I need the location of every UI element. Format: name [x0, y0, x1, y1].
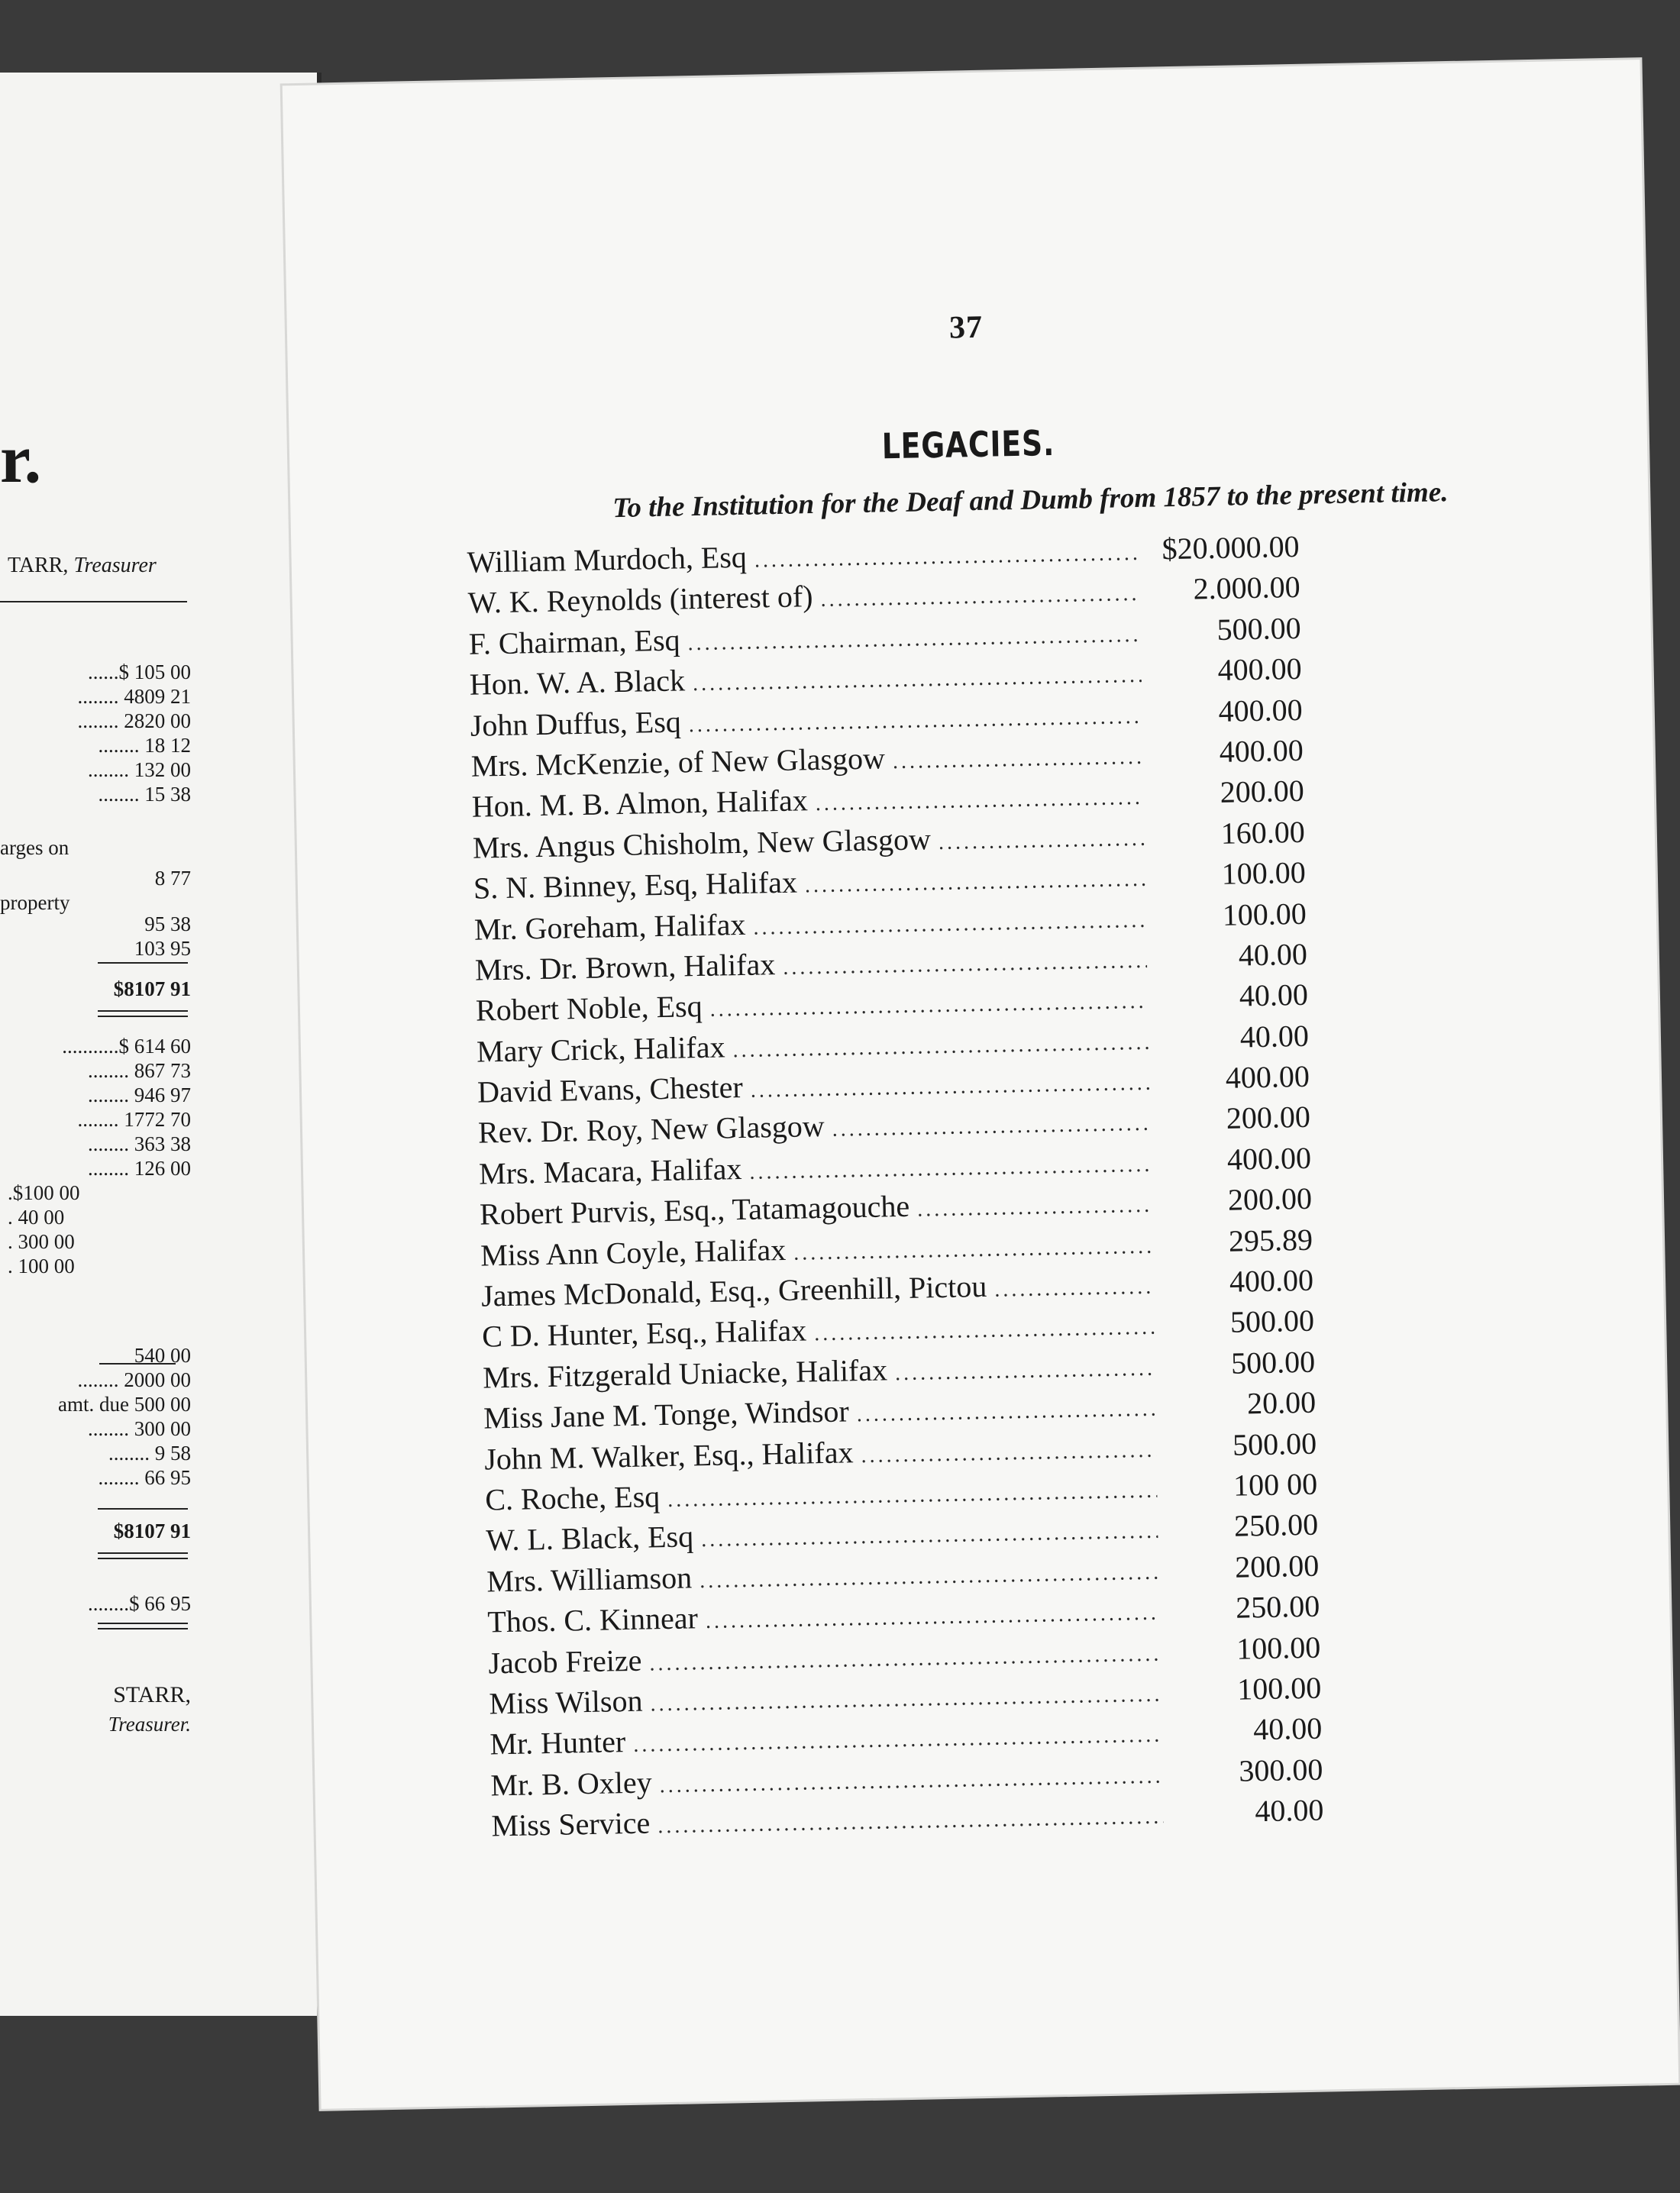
legacy-amount: 400.00	[1226, 1140, 1312, 1177]
legacy-name: W. K. Reynolds (interest of)	[467, 579, 813, 621]
leader-dots	[815, 777, 1144, 824]
ledger-line: ........ 2000 00	[77, 1368, 191, 1391]
ledger-line: ........ 18 12	[98, 734, 191, 757]
legacy-amount: 400.00	[1218, 692, 1304, 728]
ledger-line: ........ 867 73	[88, 1059, 191, 1082]
leader-dots	[753, 899, 1146, 948]
ledger-line: . 40 00	[8, 1206, 65, 1229]
left-page-last-receipt: 103 95	[134, 937, 191, 960]
leader-dots	[732, 1022, 1149, 1070]
legacy-amount: 200.00	[1234, 1548, 1320, 1584]
leader-dots	[820, 573, 1140, 620]
leader-dots	[917, 1185, 1152, 1230]
legacy-amount: 40.00	[1254, 1792, 1324, 1829]
left-page-charges-text: arges on	[0, 836, 69, 859]
ledger-line: ........ 946 97	[88, 1084, 191, 1106]
leader-dots	[832, 1103, 1150, 1150]
legacy-amount: 20.00	[1246, 1384, 1317, 1421]
legacy-amount: 500.00	[1232, 1426, 1317, 1462]
legacy-name: S. N. Binney, Esq, Halifax	[473, 864, 798, 906]
legacy-name: David Evans, Chester	[477, 1070, 744, 1109]
left-page-rule	[98, 1552, 188, 1554]
legacy-name: Mrs. Macara, Halifax	[478, 1151, 742, 1191]
left-page-sub-total: 540 00	[134, 1344, 191, 1367]
ledger-line: .$100 00	[8, 1181, 80, 1204]
legacy-amount: 400.00	[1225, 1058, 1310, 1095]
leader-dots	[657, 1797, 1164, 1847]
legacy-name: Mrs. Williamson	[486, 1560, 693, 1599]
legacy-name: Miss Jane M. Tonge, Windsor	[483, 1394, 850, 1436]
legacy-amount: 200.00	[1227, 1180, 1313, 1218]
legacy-name: W. L. Black, Esq	[485, 1519, 694, 1558]
leader-dots	[892, 737, 1143, 782]
left-page-rule	[98, 962, 188, 964]
legacy-amount: 40.00	[1239, 1018, 1310, 1055]
legacy-name: Mr. Hunter	[489, 1724, 626, 1762]
left-page-rule	[98, 1016, 188, 1017]
page-subtitle: To the Institution for the Deaf and Dumb from 1857 to the present time.	[612, 476, 1449, 525]
legacy-name: John Duffus, Esq	[470, 704, 682, 743]
left-page-charges-amount: 8 77	[154, 867, 191, 890]
leader-dots	[814, 1307, 1155, 1355]
ledger-line: ........ 2820 00	[77, 709, 191, 732]
legacy-amount: $20.000.00	[1161, 528, 1300, 567]
ledger-line: ........ 132 00	[88, 758, 191, 781]
legacy-amount: 500.00	[1216, 610, 1302, 647]
legacy-amount: 100.00	[1222, 896, 1307, 932]
page-number: 37	[948, 309, 984, 346]
left-page-rule	[0, 601, 187, 602]
ledger-line: . 300 00	[8, 1230, 75, 1253]
legacy-name: Mrs. McKenzie, of New Glasgow	[470, 741, 886, 783]
legacy-name: William Murdoch, Esq	[467, 539, 748, 580]
legacy-name: Rev. Dr. Roy, New Glasgow	[477, 1109, 825, 1151]
ledger-line: ........ 1772 70	[77, 1108, 191, 1131]
legacy-name: Mr. Goreham, Halifax	[473, 906, 746, 947]
previous-page-fragment	[0, 73, 321, 2016]
legacy-name: C. Roche, Esq	[484, 1479, 661, 1517]
ledger-line: ........ 126 00	[88, 1157, 191, 1180]
left-page-signature: STARR,	[113, 1682, 191, 1707]
legacy-amount: 300.00	[1238, 1752, 1323, 1788]
legacy-name: Mrs. Dr. Brown, Halifax	[474, 947, 776, 987]
legacy-name: Robert Purvis, Esq., Tatamagouche	[479, 1189, 910, 1232]
legacy-amount: 200.00	[1220, 774, 1305, 810]
left-page-property-amount: 95 38	[144, 912, 191, 935]
legacies-list	[467, 526, 1324, 1846]
leader-dots	[754, 533, 1139, 581]
left-page-payments-total: $8107 91	[113, 1520, 191, 1542]
legacy-amount: 295.89	[1228, 1222, 1313, 1258]
ledger-line: ........ 300 00	[88, 1417, 191, 1440]
leader-dots	[749, 1145, 1152, 1193]
legacy-name: Mrs. Angus Chisholm, New Glasgow	[472, 821, 932, 865]
legacy-name: F. Chairman, Esq	[468, 622, 680, 661]
legacy-amount: 100.00	[1221, 854, 1307, 892]
leader-dots	[861, 1429, 1157, 1475]
legacy-amount: 250.00	[1235, 1588, 1320, 1625]
ledger-line: ......$ 105 00	[88, 660, 191, 683]
legacy-name: Thos. C. Kinnear	[486, 1600, 699, 1639]
ledger-line: ...........$ 614 60	[62, 1035, 191, 1058]
legacy-name: Hon. W. A. Black	[469, 663, 686, 702]
leader-dots	[783, 941, 1148, 988]
leader-dots	[994, 1267, 1154, 1310]
legacy-name: John M. Walker, Esq., Halifax	[483, 1434, 854, 1477]
page	[283, 60, 1679, 2109]
legacy-amount: 500.00	[1229, 1303, 1315, 1340]
legacy-name: Jacob Freize	[487, 1642, 642, 1681]
ledger-line: amt. due 500 00	[58, 1393, 191, 1416]
legacy-name: Miss Ann Coyle, Halifax	[480, 1232, 787, 1273]
legacy-name: C D. Hunter, Esq., Halifax	[481, 1313, 807, 1355]
legacy-amount: 400.00	[1217, 651, 1303, 688]
left-page-balance: ........$ 66 95	[88, 1592, 191, 1615]
legacy-amount: 500.00	[1230, 1344, 1316, 1381]
page-heading: LEGACIES.	[881, 421, 1055, 467]
ledger-line: . 100 00	[8, 1255, 75, 1277]
legacy-name: Robert Noble, Esq	[475, 989, 703, 1028]
ledger-line: ........ 4809 21	[77, 685, 191, 708]
left-page-rule	[98, 1010, 188, 1012]
left-page-signature-title: Treasurer.	[108, 1713, 191, 1736]
left-page-treasurer-line: TARR, Treasurer	[8, 554, 157, 577]
ledger-line: ........ 9 58	[108, 1442, 191, 1465]
legacy-name: Mary Crick, Halifax	[476, 1029, 725, 1069]
legacy-amount: 100.00	[1236, 1629, 1321, 1666]
ledger-line: ........ 363 38	[88, 1132, 191, 1155]
legacy-amount: 40.00	[1252, 1710, 1323, 1747]
legacy-amount: 160.00	[1220, 814, 1306, 851]
legacy-amount: 40.00	[1238, 936, 1308, 973]
leader-dots	[938, 819, 1145, 863]
left-page-heading-fragment: r.	[0, 421, 42, 497]
leader-dots	[895, 1348, 1155, 1394]
ledger-line: ........ 15 38	[98, 783, 191, 806]
left-page-rule	[98, 1623, 188, 1624]
left-page-rule	[98, 1558, 188, 1559]
left-page-property-text: property	[0, 891, 70, 914]
legacy-amount: 400.00	[1229, 1262, 1314, 1299]
legacy-name: Miss Wilson	[489, 1683, 643, 1721]
legacy-name: Miss Service	[491, 1805, 651, 1843]
legacy-name: Hon. M. B. Almon, Halifax	[471, 783, 809, 825]
legacy-amount: 250.00	[1233, 1507, 1319, 1544]
legacy-amount: 100 00	[1233, 1466, 1318, 1503]
legacy-amount: 400.00	[1219, 732, 1304, 769]
left-page-rule	[98, 1628, 188, 1629]
legacy-amount: 100.00	[1236, 1670, 1322, 1707]
leader-dots	[804, 859, 1145, 906]
left-page-rule	[98, 1508, 188, 1510]
legacy-amount: 200.00	[1226, 1100, 1311, 1136]
legacy-name: Mr. B. Oxley	[490, 1765, 653, 1803]
leader-dots	[750, 1063, 1149, 1111]
ledger-line: ........ 66 95	[98, 1466, 191, 1489]
leader-dots	[856, 1389, 1155, 1436]
legacy-name: Mrs. Fitzgerald Uniacke, Halifax	[482, 1352, 888, 1395]
left-page-receipts-total: $8107 91	[113, 977, 191, 1000]
legacy-amount: 40.00	[1239, 977, 1309, 1013]
legacy-name: James McDonald, Esq., Greenhill, Pictou	[480, 1268, 987, 1313]
legacy-amount: 2.000.00	[1193, 570, 1301, 606]
